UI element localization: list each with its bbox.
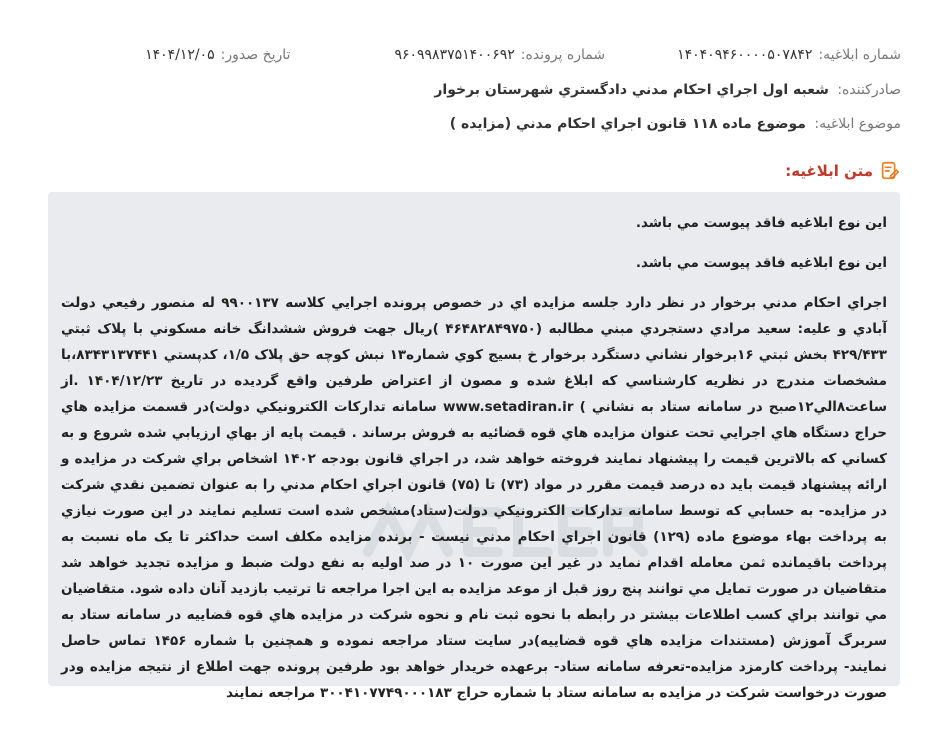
attachment-note-2: اين نوع ابلاغيه فاقد پيوست مي باشد. (635, 255, 887, 271)
case-number-value: ۹۶۰۹۹۸۳۷۵۱۴۰۰۶۹۲ (394, 47, 515, 63)
auction-notice-paragraph: اجراي احکام مدني برخوار در نظر دارد جلسه مزايده اي در خصوص پرونده اجرايي کلاسه ۹۹۰۰۱۳۷ له منصور رفيعي دولت آبادي و عليه: سعيد مرادي دستجردي مبني مطالبه (۴۶۴۸۲۸۴۹۷۵۰ )ريال جهت فروش ششدانگ خانه مسکوني با پلاک ثبتي ۴۲۹/۴۳۳ بخش ثبتي ۱۶برخوار نشاني دستگرد برخوار خ بسيج کوي شماره۱۳ نبش کوچه حق پلاک ۱/۵، کدپستي ۸۳۴۳۱۳۷۴۴۱،با مشخصات مندرج در نظريه کارشناسي که ابلاغ شده و مصون از اعتراض طرفين واقع گرديده در تاريخ ۱۴۰۴/۱۲/۲۳ .از ساعت۸الي۱۲صبح در سامانه ستاد به نشاني ) www.setadiran.ir سامانه تدارکات الکترونيکي دولت)در قسمت مزايده هاي حراج دستگاه هاي اجرايي تحت عنوان مزايده هاي قوه قضائيه به فروش برساند . قيمت پايه از بهاي ارزيابي شده شروع و به کساني که بالاترين قيمت را پيشنهاد نمايند فروخته خواهد شد، در اجراي قانون بودجه ۱۴۰۲ اشخاص براي شرکت در مزايده و ارائه پيشنهاد قيمت بايد ده درصد قيمت مقرر در مواد (۷۳) تا (۷۵) قانون اجراي احکام مدني را به عنوان تضمين نقدي شرکت در مزايده- به حسابي که توسط سامانه تدارکات الکترونيکي دولت(ستاد)مشخص شده است تسليم نمايند در اين صورت نيازي به پرداخت بهاء موضوع ماده (۱۲۹) قانون اجراي احکام مدني نيست - برنده مزايده مکلف است حداکثر تا يک ماه نسبت به پرداخت باقيمانده ثمن معامله اقدام نمايد در غير اين صورت ۱۰ در صد اوليه به نفع دولت ضبط و مزايده تجديد خواهد شد متقاضيان در صورت تمايل مي توانند پنج روز قبل از موعد مزايده به اين اجرا مراجعه تا ترتيب بازديد آنان داده شود. متقاضيان مي توانند براي کسب اطلاعات بيشتر در رابطه با نحوه ثبت نام و نحوه شرکت در مزايده هاي قوه قضاييه در سامانه ستاد به سربرگ آموزش (مستندات مزايده هاي قوه قضاييه)در سايت ستاد مراجعه نموده و همچنين با شماره ۱۴۵۶ تماس حاصل نمايند- پرداخت کارمزد مزايده-تعرفه سامانه ستاد- برعهده خريدار خواهد بود طرفين پرونده جهت اطلاع از نتيجه مزايده ودر صورت درخواست شرکت در مزايده به سامانه ستاد با شماره حراج ۳۰۰۴۱۰۷۷۴۹۰۰۰۱۸۳ مراجعه نمايند (61, 295, 888, 701)
notice-text-box (48, 192, 900, 701)
notice-text-heading (785, 160, 901, 182)
notice-number-label: شماره ابلاغيه: (818, 47, 901, 63)
issue-date (145, 47, 290, 63)
notice-text-title: متن ابلاغيه: (785, 162, 873, 180)
case-number-label: شماره پرونده: (520, 47, 606, 63)
case-number (394, 47, 605, 63)
issuer-value: شعبه اول اجراي احکام مدني دادگستري شهرستان برخوار (434, 82, 829, 98)
subject-value: موضوع ماده ۱۱۸ قانون اجراي احکام مدني (مزايده ) (449, 116, 806, 132)
attachment-note-1: اين نوع ابلاغيه فاقد پيوست مي باشد. (635, 215, 887, 231)
notice-number-value: ۱۴۰۴۰۹۴۶۰۰۰۰۵۰۷۸۴۲ (677, 47, 813, 63)
subject-label: موضوع ابلاغيه: (814, 116, 901, 132)
issuer-field (434, 82, 901, 98)
notice-meta-row (145, 47, 901, 63)
subject-field (450, 116, 901, 132)
edit-document-icon (879, 160, 901, 182)
issue-date-label: تاريخ صدور: (220, 47, 291, 63)
issue-date-value: ۱۴۰۴/۱۲/۰۵ (145, 47, 215, 63)
notice-number (677, 47, 901, 63)
issuer-label: صادرکننده: (837, 82, 901, 98)
